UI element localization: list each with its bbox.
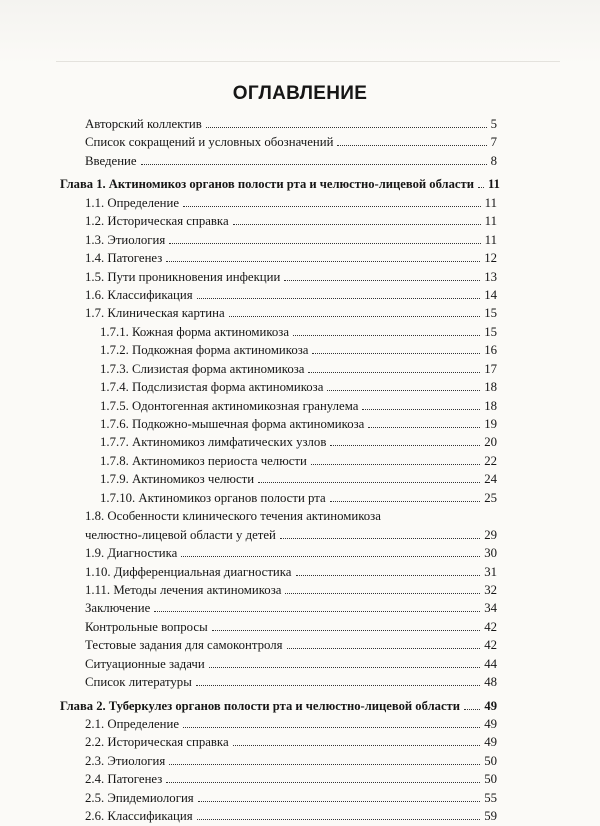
dot-leader [280, 526, 480, 539]
dot-leader [285, 581, 480, 594]
toc-entry-title: 2.2. Историческая справка [85, 735, 229, 750]
toc-page-number: 15 [484, 306, 497, 321]
toc-entry [60, 249, 497, 267]
toc-entry [60, 673, 497, 691]
table-of-contents [60, 115, 500, 826]
toc-entry [60, 397, 497, 415]
dot-leader [478, 175, 484, 188]
toc-entry [60, 323, 497, 341]
toc-entry-title: 2.6. Классификация [85, 809, 193, 824]
dot-leader [312, 341, 480, 354]
dot-leader [330, 489, 481, 502]
toc-page-number: 11 [487, 177, 500, 192]
toc-entry [60, 268, 497, 286]
toc-entry [60, 452, 497, 470]
dot-leader [327, 378, 480, 391]
toc-entry [60, 563, 497, 581]
toc-page-number: 17 [484, 361, 497, 376]
toc-page-number: 18 [484, 398, 497, 413]
toc-entry [60, 212, 497, 230]
toc-entry-title: Глава 2. Туберкулез органов полости рта и челюстно-лицевой области [60, 698, 460, 713]
toc-entry [60, 544, 497, 562]
dot-leader [169, 752, 480, 765]
toc-entry-title: Список сокращений и условных обозначений [85, 135, 334, 150]
page-title: ОГЛАВЛЕНИЕ [232, 83, 368, 104]
toc-entry [60, 378, 497, 396]
dot-leader [311, 452, 480, 465]
toc-page-number: 29 [484, 527, 497, 542]
toc-page-number: 42 [484, 638, 497, 653]
toc-page-number: 12 [484, 251, 497, 266]
toc-entry [60, 115, 497, 133]
toc-entry [60, 636, 497, 654]
toc-entry-title: Ситуационные задачи [85, 656, 205, 671]
dot-leader [212, 618, 481, 631]
toc-entry [60, 715, 497, 733]
toc-page-number: 11 [484, 195, 497, 210]
dot-leader [197, 286, 481, 299]
toc-entry [60, 789, 497, 807]
toc-page-number: 8 [490, 153, 497, 168]
toc-entry [60, 341, 497, 359]
toc-page-number: 34 [484, 601, 497, 616]
dot-leader [284, 268, 480, 281]
toc-page-number: 5 [490, 117, 497, 131]
toc-entry [60, 526, 497, 544]
dot-leader [197, 807, 481, 820]
toc-entry [60, 581, 497, 599]
toc-entry-title: 1.7.9. Актиномикоз челюсти [100, 472, 255, 487]
toc-entry-title: челюстно-лицевой области у детей [85, 527, 276, 542]
page-top-edge [0, 0, 600, 64]
toc-entry-title: 2.5. Эпидемиология [85, 790, 194, 805]
toc-entry-title: 1.3. Этиология [85, 232, 166, 247]
toc-page-number: 55 [484, 790, 497, 805]
toc-entry-title: Введение [85, 153, 137, 168]
toc-entry-title: Тестовые задания для самоконтроля [85, 638, 283, 653]
toc-entry-title: Контрольные вопросы [85, 619, 208, 634]
toc-page-number: 11 [484, 232, 497, 247]
toc-entry-title: 1.7. Клиническая картина [85, 306, 225, 321]
dot-leader [181, 544, 480, 557]
dot-leader [362, 397, 480, 410]
dot-leader [258, 470, 480, 483]
toc-entry-title: 2.4. Патогенез [85, 772, 163, 787]
toc-page-number: 48 [484, 675, 497, 690]
toc-page-number: 42 [484, 619, 497, 634]
toc-entry [60, 807, 497, 825]
dot-leader [293, 323, 480, 336]
toc-entry-title: 1.9. Диагностика [85, 546, 178, 561]
toc-page-number: 44 [484, 656, 497, 671]
toc-entry [60, 618, 497, 636]
toc-entry [60, 752, 497, 770]
toc-entry-title: 1.4. Патогенез [85, 251, 163, 266]
dot-leader [287, 636, 481, 649]
toc-entry-title: Глава 1. Актиномикоз органов полости рта и челюстно-лицевой области [60, 177, 474, 192]
toc-entry-title: Заключение [85, 601, 151, 616]
dot-leader [169, 231, 480, 244]
dot-leader [183, 194, 481, 207]
dot-leader [166, 249, 480, 262]
toc-entry [60, 507, 497, 525]
toc-page-number: 13 [484, 269, 497, 284]
toc-chapter-entry [60, 175, 500, 193]
toc-page-number: 50 [484, 772, 497, 787]
toc-entry [60, 360, 497, 378]
dot-leader [198, 789, 481, 802]
toc-entry-title: 1.7.8. Актиномикоз периоста челюсти [100, 453, 307, 468]
toc-entry [60, 415, 497, 433]
dot-leader [154, 599, 480, 612]
toc-entry-title: 1.7.2. Подкожная форма актиномикоза [100, 343, 309, 358]
toc-entry [60, 770, 497, 788]
dot-leader [308, 360, 480, 373]
dot-leader [233, 733, 481, 746]
toc-page-number: 15 [484, 324, 497, 339]
toc-chapter-entry [60, 697, 497, 715]
toc-entry [60, 133, 497, 151]
toc-entry [60, 231, 497, 249]
toc-entry-title: Авторский коллектив [85, 117, 202, 131]
toc-entry-title: 1.11. Методы лечения актиномикоза [85, 582, 282, 597]
toc-page-number: 7 [490, 135, 497, 150]
dot-leader [141, 152, 487, 165]
toc-entry-title: 1.6. Классификация [85, 287, 193, 302]
toc-entry-title: 1.7.6. Подкожно-мышечная форма актиномикоза [100, 417, 365, 431]
toc-entry [60, 152, 497, 170]
toc-page-number: 16 [484, 343, 497, 358]
toc-page-number: 20 [484, 435, 497, 450]
toc-entry [60, 655, 497, 673]
toc-entry-title: 1.7.10. Актиномикоз органов полости рта [100, 490, 326, 505]
toc-page-number: 30 [484, 546, 497, 561]
dot-leader [196, 673, 480, 686]
toc-entry-title: 1.7.5. Одонтогенная актиномикозная гранулема [100, 398, 359, 413]
toc-entry-title: 1.7.1. Кожная форма актиномикоза [100, 324, 290, 339]
toc-page-number: 25 [484, 490, 497, 505]
toc-entry [60, 286, 497, 304]
dot-leader [166, 770, 480, 783]
toc-entry-title: 1.2. Историческая справка [85, 214, 229, 229]
toc-page-number: 59 [484, 809, 497, 824]
toc-page-number: 19 [484, 417, 497, 431]
toc-entry-title: 2.3. Этиология [85, 753, 166, 768]
toc-entry-title: 1.7.7. Актиномикоз лимфатических узлов [100, 435, 327, 450]
toc-entry-title: 1.1. Определение [85, 195, 180, 210]
toc-entry [60, 433, 497, 451]
dot-leader [206, 115, 487, 128]
toc-entry [60, 194, 497, 212]
toc-page-number: 50 [484, 753, 497, 768]
toc-page-number: 22 [484, 453, 497, 468]
dot-leader [464, 697, 480, 710]
toc-page-number: 49 [484, 717, 497, 731]
toc-page-number: 11 [484, 214, 497, 229]
toc-entry-title: 1.8. Особенности клинического течения актиномикоза [85, 509, 381, 524]
toc-page-number: 49 [484, 735, 497, 750]
toc-entry [60, 304, 497, 322]
toc-entry [60, 489, 497, 507]
dot-leader [296, 563, 481, 576]
toc-page-number: 24 [484, 472, 497, 487]
toc-entry [60, 733, 497, 751]
toc-entry-title: 2.1. Определение [85, 717, 180, 731]
toc-entry-title: 1.7.4. Подслизистая форма актиномикоза [100, 380, 324, 395]
toc-entry-title: Список литературы [85, 675, 192, 690]
toc-entry-title: 1.5. Пути проникновения инфекции [85, 269, 281, 284]
dot-leader [337, 133, 486, 146]
toc-page-number: 49 [484, 698, 497, 713]
toc-entry-title: 1.7.3. Слизистая форма актиномикоза [100, 361, 305, 376]
toc-page-number: 18 [484, 380, 497, 395]
dot-leader [233, 212, 481, 225]
dot-leader [209, 655, 481, 668]
toc-entry-title: 1.10. Дифференциальная диагностика [85, 564, 292, 579]
dot-leader [330, 433, 480, 446]
toc-page-number: 32 [484, 582, 497, 597]
toc-page-number: 31 [484, 564, 497, 579]
dot-leader [183, 715, 480, 728]
toc-entry [60, 470, 497, 488]
dot-leader [229, 304, 481, 317]
dot-leader [368, 415, 480, 428]
toc-entry [60, 599, 497, 617]
toc-page-number: 14 [484, 287, 497, 302]
